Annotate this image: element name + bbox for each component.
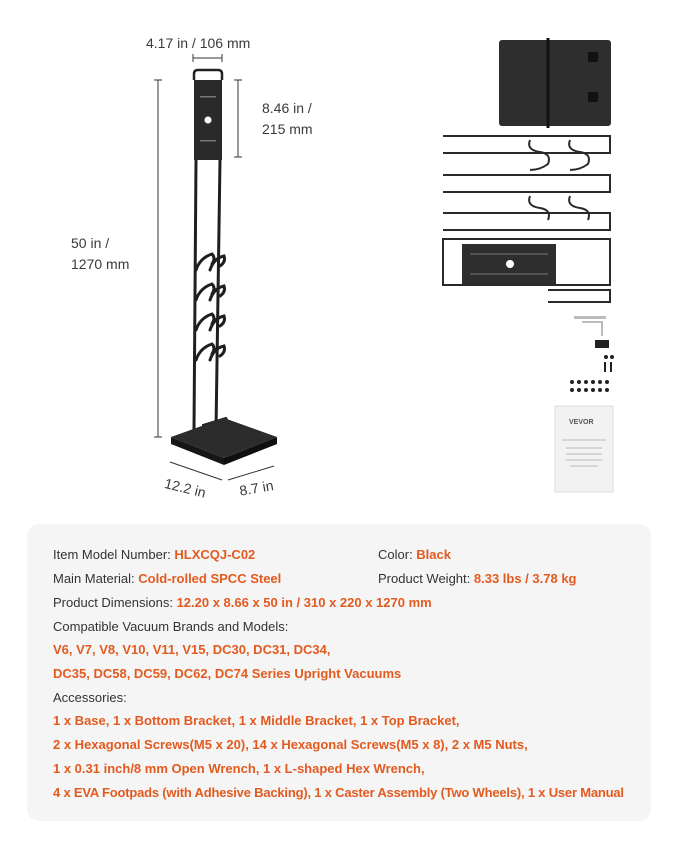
accessories-label: Accessories:: [53, 690, 127, 705]
model-number-value: HLXCQJ-C02: [174, 547, 256, 562]
total-height-label-2: 1270 mm: [71, 256, 130, 272]
plate-height-label-1: 8.46 in /: [262, 100, 312, 116]
plate-height-label-2: 215 mm: [262, 121, 313, 137]
compatible-models-line-2: DC35, DC58, DC59, DC62, DC74 Series Upright Vacuums: [53, 666, 402, 681]
manual-brand-logo: VEVOR: [569, 419, 594, 426]
specifications-card: [27, 524, 651, 821]
weight-label: Product Weight:: [378, 571, 474, 586]
accessories-line-2: 2 x Hexagonal Screws(M5 x 20), 14 x Hexagonal Screws(M5 x 8), 2 x M5 Nuts,: [53, 737, 528, 752]
color-value: Black: [416, 547, 451, 562]
dimensions-label: Product Dimensions:: [53, 595, 177, 610]
weight-value: 8.33 lbs / 3.78 kg: [473, 571, 577, 586]
base-width-label: 8.7 in: [238, 477, 275, 499]
accessories-line-3: 1 x 0.31 inch/8 mm Open Wrench, 1 x L-shaped Hex Wrench,: [53, 761, 425, 776]
material-value: Cold-rolled SPCC Steel: [138, 571, 282, 586]
compatible-label: Compatible Vacuum Brands and Models:: [53, 619, 289, 634]
accessories-line-4: 4 x EVA Footpads (with Adhesive Backing), 1 x Caster Assembly (Two Wheels), 1 x User Manual: [53, 785, 624, 800]
weight-row: [378, 570, 577, 588]
total-height-label-1: 50 in /: [71, 235, 110, 251]
dimensions-value: 12.20 x 8.66 x 50 in / 310 x 220 x 1270 mm: [176, 595, 432, 610]
model-number-label: Item Model Number:: [53, 547, 175, 562]
material-row: [53, 570, 281, 588]
accessories-line-1: 1 x Base, 1 x Bottom Bracket, 1 x Middle Bracket, 1 x Top Bracket,: [53, 713, 460, 728]
width-dimension-label: 4.17 in / 106 mm: [146, 35, 251, 51]
base-depth-label: 12.2 in: [162, 474, 208, 501]
model-number-row: [53, 546, 255, 564]
material-label: Main Material:: [53, 571, 139, 586]
color-row: [378, 546, 451, 564]
compatible-models-line-1: V6, V7, V8, V10, V11, V15, DC30, DC31, DC34,: [53, 642, 331, 657]
color-label: Color:: [378, 547, 417, 562]
dimensions-row: [53, 594, 432, 612]
